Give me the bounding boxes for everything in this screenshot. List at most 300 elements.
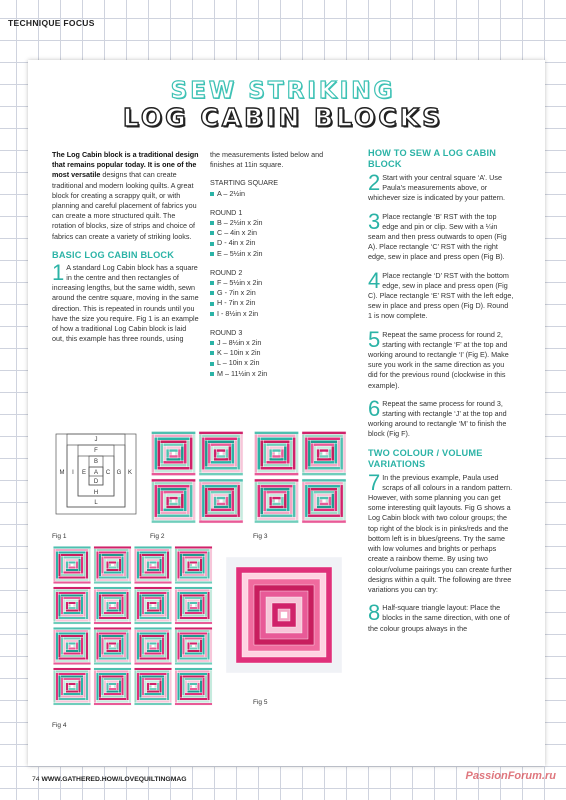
strip-top bbox=[211, 443, 232, 446]
strip-top bbox=[144, 597, 162, 600]
strip-top bbox=[56, 630, 89, 633]
strip-top bbox=[177, 670, 210, 673]
strip-top bbox=[257, 482, 295, 485]
group-round-1 bbox=[210, 208, 345, 259]
strip-top bbox=[56, 549, 89, 552]
strip-bottom bbox=[134, 662, 172, 665]
strip-top bbox=[190, 683, 198, 686]
strip-top bbox=[147, 599, 160, 602]
strip-top bbox=[53, 627, 91, 630]
strip-top bbox=[217, 449, 226, 452]
column-3 bbox=[368, 148, 514, 642]
strip-top bbox=[269, 446, 284, 449]
strip-bottom bbox=[157, 514, 189, 517]
strip-top bbox=[314, 491, 335, 494]
strip-top bbox=[139, 673, 167, 676]
measure-intro: the measurements listed below and finishes at 11in square. bbox=[210, 150, 324, 170]
strip-top bbox=[63, 556, 81, 559]
strip-bottom bbox=[180, 698, 208, 701]
strip-bottom bbox=[101, 574, 124, 577]
footer-url[interactable]: WWW.GATHERED.HOW/LOVEQUILTINGMAG bbox=[41, 776, 187, 783]
strip-bottom bbox=[139, 617, 167, 620]
intro-bold: The Log Cabin block is a traditional design that remains popular today. It is one of the most versatile bbox=[52, 150, 199, 180]
label-J: J bbox=[94, 437, 98, 443]
strip-top bbox=[180, 632, 208, 635]
strip-top bbox=[160, 440, 186, 443]
strip-top bbox=[157, 437, 189, 440]
dropcap-1: 1 bbox=[52, 259, 65, 285]
bullet-square-icon bbox=[210, 242, 214, 246]
strip-bottom bbox=[260, 514, 292, 517]
strip-top bbox=[137, 589, 170, 592]
strip-top bbox=[272, 497, 281, 500]
strip-top bbox=[106, 680, 119, 683]
strip-top bbox=[61, 554, 84, 557]
strip-bottom bbox=[106, 690, 119, 693]
page-number: 74 bbox=[32, 776, 40, 783]
centre-square bbox=[192, 645, 195, 648]
strip-top bbox=[308, 485, 340, 488]
strip-bottom bbox=[269, 458, 284, 461]
strip-top bbox=[144, 637, 162, 640]
strip-top bbox=[182, 594, 205, 597]
strip-top bbox=[175, 546, 213, 549]
strip-top bbox=[96, 549, 129, 552]
strip-bottom bbox=[182, 655, 205, 658]
bullet-square-icon bbox=[210, 341, 214, 345]
strip-top bbox=[96, 670, 129, 673]
list-item: J – 8½in x 2in bbox=[210, 338, 345, 348]
strip-top bbox=[56, 589, 89, 592]
fig3-quilt bbox=[253, 430, 348, 525]
strip-bottom bbox=[177, 700, 210, 703]
strip-bottom bbox=[96, 700, 129, 703]
strip-bottom bbox=[94, 581, 132, 584]
strip-top bbox=[68, 683, 76, 686]
strip-top bbox=[180, 551, 208, 554]
strip-top bbox=[187, 559, 200, 562]
strip-bottom bbox=[96, 660, 129, 663]
strip-top bbox=[106, 559, 119, 562]
strip-bottom bbox=[101, 655, 124, 658]
label-D: D bbox=[93, 479, 99, 485]
strip-bottom bbox=[58, 698, 86, 701]
basic-body: A standard Log Cabin block has a square in the centre and then rectangles of increasing lengths, but the same width, sewn around the centre square, moving in the same direction. This is repeated in rounds until you have the size you require. Fig 1 is an example of how a traditional Log Cabin block is laid out, this example has three rounds, using bbox=[52, 262, 199, 344]
strip-bottom bbox=[320, 502, 329, 505]
strip-bottom bbox=[180, 617, 208, 620]
strip-top bbox=[199, 479, 243, 482]
fig5-caption: Fig 5 bbox=[253, 699, 268, 706]
strip-top bbox=[190, 561, 198, 564]
heading-two-colour: TWO COLOUR / VOLUME VARIATIONS bbox=[368, 447, 483, 469]
strip-top bbox=[61, 675, 84, 678]
centre-square bbox=[323, 452, 326, 455]
label-I: I bbox=[72, 470, 74, 476]
label-L: L bbox=[94, 500, 98, 506]
strip-top bbox=[134, 627, 172, 630]
strip-bottom bbox=[160, 511, 186, 514]
strip-top bbox=[302, 479, 346, 482]
strip-top bbox=[177, 589, 210, 592]
strip-top bbox=[199, 431, 243, 434]
strip-top bbox=[217, 497, 226, 500]
bullet-square-icon bbox=[210, 281, 214, 285]
label-K: K bbox=[127, 470, 133, 476]
step: 7 In the previous example, Paula used scraps of all colours in a random pattern. However, with some planning you can get some interesting quilt layouts. Fig G shows a Log Cabin block with two colour groups; the top right of the block is in pinks/reds and the bottom left is in blues/greens. Try the same with low volumes and brights or perhaps create a rainbow theme. By using two colour/volume pairings you can create further designs within a quilt. The following are three variations you can try: bbox=[368, 469, 513, 594]
strip-top bbox=[302, 431, 346, 434]
label-F: F bbox=[94, 448, 98, 454]
centre-square bbox=[323, 500, 326, 503]
strip-bottom bbox=[61, 695, 84, 698]
strip-bottom bbox=[151, 473, 195, 476]
strip-bottom bbox=[169, 455, 178, 458]
strip-bottom bbox=[257, 470, 295, 473]
strip-bottom bbox=[149, 688, 157, 691]
strip-bottom bbox=[56, 660, 89, 663]
strip-top bbox=[305, 434, 343, 437]
strip-top bbox=[53, 546, 91, 549]
centre-square bbox=[111, 604, 114, 607]
step: 4 Place rectangle ‘D’ RST with the bottom edge, sew in place and press open (Fig C). Place rectangle ‘E’ RST with the left edge, sew in place and press open (Fig D). Round 1 is now complete. bbox=[368, 267, 514, 321]
strip-bottom bbox=[142, 574, 165, 577]
strip-bottom bbox=[109, 647, 117, 650]
fig3-caption: Fig 3 bbox=[253, 533, 268, 540]
heading-how-to: HOW TO SEW A LOG CABIN BLOCK bbox=[368, 148, 497, 169]
strip-bottom bbox=[106, 609, 119, 612]
column-1 bbox=[52, 150, 200, 344]
strip-top bbox=[134, 668, 172, 671]
centre-square bbox=[152, 685, 155, 688]
strip-bottom bbox=[134, 581, 172, 584]
strip-bottom bbox=[101, 614, 124, 617]
label-E: E bbox=[81, 470, 87, 476]
strip-top bbox=[139, 551, 167, 554]
strip-top bbox=[101, 675, 124, 678]
strip-top bbox=[139, 632, 167, 635]
strip-bottom bbox=[109, 566, 117, 569]
strip-bottom bbox=[177, 660, 210, 663]
strip-top bbox=[68, 642, 76, 645]
strip-bottom bbox=[160, 464, 186, 467]
bullet-square-icon bbox=[210, 362, 214, 366]
strip-bottom bbox=[180, 657, 208, 660]
strip-bottom bbox=[147, 609, 160, 612]
strip-bottom bbox=[137, 619, 170, 622]
label-B: B bbox=[93, 459, 99, 465]
strip-bottom bbox=[144, 571, 162, 574]
strip-bottom bbox=[314, 461, 335, 464]
strip-top bbox=[182, 554, 205, 557]
strip-top bbox=[63, 678, 81, 681]
strip-top bbox=[163, 491, 184, 494]
strip-top bbox=[109, 683, 117, 686]
centre-square bbox=[192, 604, 195, 607]
strip-bottom bbox=[139, 576, 167, 579]
strip-top bbox=[149, 561, 157, 564]
strip-bottom bbox=[166, 505, 181, 508]
list-item: D - 4in x 2in bbox=[210, 238, 345, 248]
strip-top bbox=[254, 479, 298, 482]
strip-bottom bbox=[320, 455, 329, 458]
strip-top bbox=[260, 485, 292, 488]
strip-top bbox=[66, 559, 79, 562]
strip-bottom bbox=[187, 690, 200, 693]
centre-square bbox=[111, 685, 114, 688]
strip-top bbox=[169, 497, 178, 500]
strip-top bbox=[263, 440, 289, 443]
strip-bottom bbox=[56, 579, 89, 582]
strip-bottom bbox=[263, 511, 289, 514]
strip-bottom bbox=[182, 614, 205, 617]
strip-bottom bbox=[175, 703, 213, 706]
bullet-square-icon bbox=[210, 372, 214, 376]
strip-top bbox=[214, 494, 229, 497]
strip-bottom bbox=[199, 473, 243, 476]
strip-bottom bbox=[63, 652, 81, 655]
group-title: ROUND 2 bbox=[210, 267, 243, 277]
step: 3 Place rectangle ‘B’ RST with the top edge and pin or clip. Sew with a ¼in seam and then press outwards to open (Fig A). Place rectangle ‘C’ RST with the right edge, sew in place and press open (Fig B). bbox=[368, 208, 507, 262]
strip-top bbox=[53, 587, 91, 590]
centre-square bbox=[152, 604, 155, 607]
strip-bottom bbox=[149, 566, 157, 569]
footer bbox=[32, 776, 187, 783]
strip-top bbox=[94, 668, 132, 671]
strip-top bbox=[66, 680, 79, 683]
strip-top bbox=[257, 434, 295, 437]
strip-bottom bbox=[302, 520, 346, 523]
label-C: C bbox=[105, 470, 111, 476]
strip-bottom bbox=[154, 517, 192, 520]
strip-top bbox=[142, 635, 165, 638]
strip-bottom bbox=[308, 467, 340, 470]
strip-bottom bbox=[151, 520, 195, 523]
strip-top bbox=[109, 561, 117, 564]
strip-bottom bbox=[175, 622, 213, 625]
strip-bottom bbox=[185, 571, 203, 574]
centre-square bbox=[220, 500, 223, 503]
strip-bottom bbox=[202, 470, 240, 473]
bullet-square-icon bbox=[210, 231, 214, 235]
group-start bbox=[210, 178, 345, 198]
strip-top bbox=[180, 673, 208, 676]
bullet-square-icon bbox=[210, 351, 214, 355]
strip-top bbox=[182, 675, 205, 678]
strip-bottom bbox=[208, 511, 234, 514]
strip-top bbox=[187, 640, 200, 643]
strip-top bbox=[311, 440, 337, 443]
strip-top bbox=[149, 683, 157, 686]
strip-bottom bbox=[58, 617, 86, 620]
strip-top bbox=[311, 488, 337, 491]
strip-bottom bbox=[305, 517, 343, 520]
strip-top bbox=[305, 482, 343, 485]
strip-top bbox=[106, 599, 119, 602]
strip-bottom bbox=[137, 579, 170, 582]
strip-top bbox=[106, 640, 119, 643]
strip-top bbox=[66, 599, 79, 602]
strip-bottom bbox=[263, 464, 289, 467]
strip-top bbox=[202, 482, 240, 485]
strip-top bbox=[147, 640, 160, 643]
strip-top bbox=[99, 551, 127, 554]
strip-top bbox=[104, 678, 122, 681]
label-H: H bbox=[93, 490, 99, 496]
strip-bottom bbox=[211, 508, 232, 511]
strip-bottom bbox=[144, 693, 162, 696]
list-item: M – 11½in x 2in bbox=[210, 369, 345, 379]
strip-top bbox=[63, 637, 81, 640]
strip-bottom bbox=[101, 695, 124, 698]
group-title: STARTING SQUARE bbox=[210, 178, 279, 188]
strip-bottom bbox=[96, 579, 129, 582]
group-round-2 bbox=[210, 268, 345, 319]
bullet-square-icon bbox=[210, 291, 214, 295]
strip-top bbox=[205, 485, 237, 488]
bullet-square-icon bbox=[210, 312, 214, 316]
label-G: G bbox=[116, 470, 122, 476]
strip-top bbox=[208, 488, 234, 491]
strip-bottom bbox=[139, 698, 167, 701]
strip-top bbox=[175, 668, 213, 671]
watermark: PassionForum.ru bbox=[465, 770, 556, 782]
strip-top bbox=[154, 482, 192, 485]
strip-bottom bbox=[58, 657, 86, 660]
strip-bottom bbox=[217, 502, 226, 505]
strip-bottom bbox=[269, 505, 284, 508]
strip-top bbox=[58, 551, 86, 554]
strip-bottom bbox=[63, 612, 81, 615]
strip-bottom bbox=[66, 569, 79, 572]
strip-bottom bbox=[175, 581, 213, 584]
title-line-2: LOG CABIN BLOCKS bbox=[122, 103, 444, 132]
strip-bottom bbox=[177, 619, 210, 622]
strip-top bbox=[139, 592, 167, 595]
strip-bottom bbox=[68, 647, 76, 650]
strip-top bbox=[214, 446, 229, 449]
strip-top bbox=[185, 597, 203, 600]
strip-bottom bbox=[305, 470, 343, 473]
strip-bottom bbox=[217, 455, 226, 458]
strip-bottom bbox=[61, 655, 84, 658]
strip-bottom bbox=[154, 470, 192, 473]
strip-bottom bbox=[311, 464, 337, 467]
strip-bottom bbox=[254, 473, 298, 476]
strip-bottom bbox=[214, 458, 229, 461]
strip-bottom bbox=[190, 566, 198, 569]
centre-square bbox=[172, 452, 175, 455]
strip-top bbox=[58, 673, 86, 676]
strip-bottom bbox=[185, 693, 203, 696]
strip-top bbox=[185, 637, 203, 640]
centre-square bbox=[71, 685, 74, 688]
strip-bottom bbox=[58, 576, 86, 579]
strip-bottom bbox=[142, 655, 165, 658]
strip-top bbox=[63, 597, 81, 600]
list-item: G - 7in x 2in bbox=[210, 288, 345, 298]
strip-bottom bbox=[61, 614, 84, 617]
strip-bottom bbox=[180, 576, 208, 579]
strip-bottom bbox=[317, 505, 332, 508]
strip-top bbox=[101, 594, 124, 597]
strip-bottom bbox=[104, 693, 122, 696]
strip-bottom bbox=[61, 574, 84, 577]
strip-top bbox=[266, 443, 287, 446]
strip-top bbox=[61, 635, 84, 638]
strip-top bbox=[157, 485, 189, 488]
strip-top bbox=[185, 678, 203, 681]
strip-bottom bbox=[149, 607, 157, 610]
strip-bottom bbox=[53, 581, 91, 584]
strip-top bbox=[175, 627, 213, 630]
list-item: E – 5½in x 2in bbox=[210, 249, 345, 259]
strip-bottom bbox=[302, 473, 346, 476]
strip-bottom bbox=[66, 650, 79, 653]
strip-top bbox=[180, 592, 208, 595]
strip-bottom bbox=[190, 607, 198, 610]
strip-bottom bbox=[94, 662, 132, 665]
strip-bottom bbox=[53, 622, 91, 625]
strip-top bbox=[134, 546, 172, 549]
strip-bottom bbox=[260, 467, 292, 470]
column-2 bbox=[210, 150, 345, 379]
strip-top bbox=[144, 678, 162, 681]
centre-square bbox=[71, 604, 74, 607]
strip-top bbox=[266, 491, 287, 494]
strip-top bbox=[137, 549, 170, 552]
strip-bottom bbox=[104, 612, 122, 615]
step: 5 Repeat the same process for round 2, starting with rectangle ‘F’ at the top and working around to rectangle ‘I’ (Fig E). Make sure you work in the same direction as you did for the previous round (clockwise in this example). bbox=[368, 326, 509, 390]
strip-top bbox=[58, 592, 86, 595]
strip-top bbox=[134, 587, 172, 590]
strip-top bbox=[147, 559, 160, 562]
strip-top bbox=[177, 630, 210, 633]
strip-bottom bbox=[190, 688, 198, 691]
strip-bottom bbox=[211, 461, 232, 464]
strip-bottom bbox=[63, 571, 81, 574]
strip-bottom bbox=[254, 520, 298, 523]
strip-top bbox=[211, 491, 232, 494]
strip-bottom bbox=[272, 502, 281, 505]
strip-top bbox=[263, 488, 289, 491]
strip-bottom bbox=[99, 657, 127, 660]
strip-bottom bbox=[185, 652, 203, 655]
strip-bottom bbox=[147, 690, 160, 693]
strip-top bbox=[99, 632, 127, 635]
strip-top bbox=[190, 642, 198, 645]
strip-top bbox=[202, 434, 240, 437]
strip-bottom bbox=[317, 458, 332, 461]
strip-bottom bbox=[56, 700, 89, 703]
strip-top bbox=[269, 494, 284, 497]
fig4-quilt bbox=[52, 545, 214, 717]
strip-bottom bbox=[99, 698, 127, 701]
strip-bottom bbox=[94, 622, 132, 625]
strip-top bbox=[101, 554, 124, 557]
strip-top bbox=[94, 546, 132, 549]
fig1-diagram bbox=[52, 430, 140, 518]
strip-top bbox=[208, 440, 234, 443]
strip-bottom bbox=[68, 607, 76, 610]
strip-bottom bbox=[257, 517, 295, 520]
centre-square bbox=[275, 452, 278, 455]
strip-bottom bbox=[147, 650, 160, 653]
bullet-square-icon bbox=[210, 302, 214, 306]
strip-top bbox=[205, 437, 237, 440]
centre-square bbox=[111, 645, 114, 648]
strip-top bbox=[66, 640, 79, 643]
intro-text: designs that can create traditional and modern looking quilts. A great block for creating a scrappy quilt, or with planning and careful placement of fabrics you can create a more structured quilt. The rotation of blocks, size of strips and choice of fabrics can create a variety of striking looks. bbox=[52, 170, 197, 241]
strip-top bbox=[53, 668, 91, 671]
